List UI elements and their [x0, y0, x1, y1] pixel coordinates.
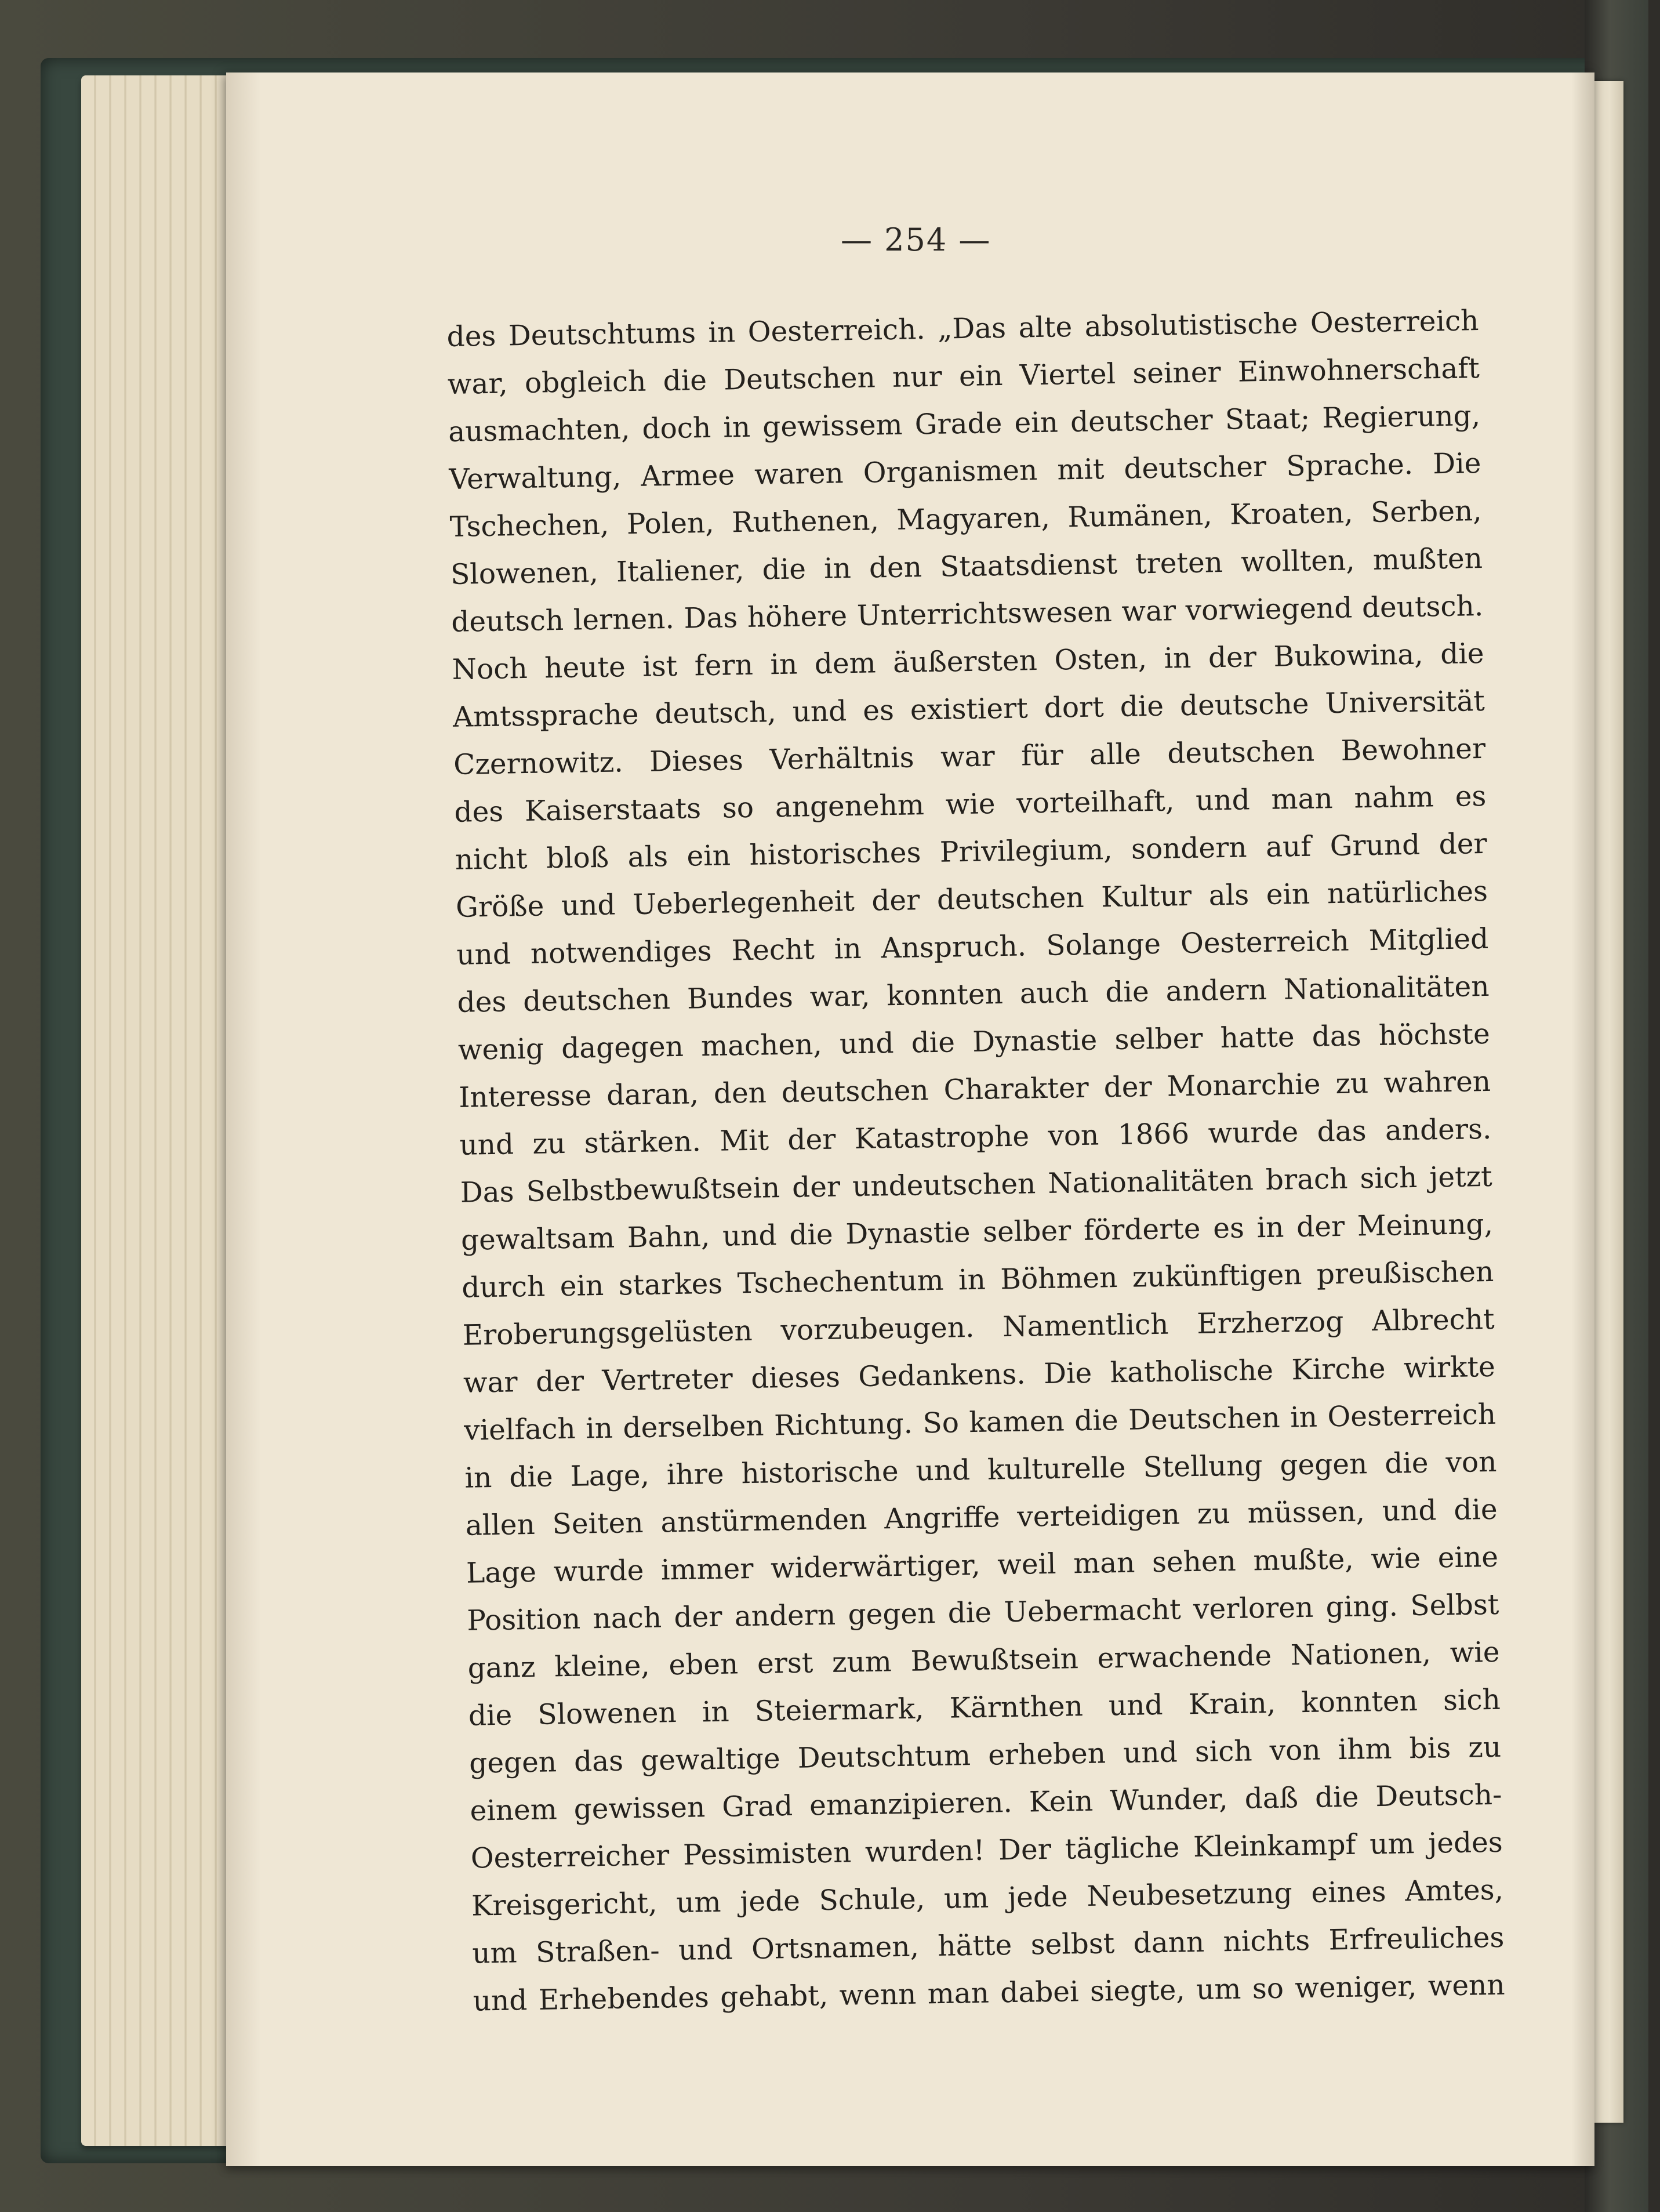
text-line: ganz kleine, eben erst zum Bewußtsein erwachende Nationen, wie	[467, 1636, 1500, 1685]
page-number: — 254 —	[841, 222, 991, 258]
text-line: und zu stärken. Mit der Katastrophe von 1866 wurde das anders.	[459, 1112, 1492, 1162]
text-line: Amtssprache deutsch, und es existiert dort die deutsche Universität	[452, 684, 1485, 734]
text-line: Lage wurde immer widerwärtiger, weil man sehen mußte, wie eine	[466, 1540, 1499, 1590]
text-line: Slowenen, Italiener, die in den Staatsdienst treten wollten, mußten	[450, 542, 1483, 591]
page-body-text	[446, 297, 1505, 2025]
text-line: durch ein starkes Tschechentum in Böhmen zukünftigen preußischen	[461, 1255, 1494, 1304]
text-line: nicht bloß als ein historisches Privilegium, sondern auf Grund der	[455, 827, 1488, 876]
text-line: gewaltsam Bahn, und die Dynastie selber förderte es in der Meinung,	[460, 1207, 1494, 1257]
text-line: war, obgleich die Deutschen nur ein Viertel seiner Einwohnerschaft	[447, 352, 1480, 401]
text-line: um Straßen- und Ortsnamen, hätte selbst dann nichts Erfreuliches	[471, 1921, 1505, 1970]
text-line: Kreisgericht, um jede Schule, um jede Neubesetzung eines Amtes,	[471, 1873, 1504, 1923]
text-line: des Deutschtums in Oesterreich. „Das alte absolutistische Oesterreich	[446, 304, 1479, 353]
text-line: Eroberungsgelüsten vorzubeugen. Namentlich Erzherzog Albrecht	[462, 1303, 1495, 1352]
text-line: vielfach in derselben Richtung. So kamen die Deutschen in Oesterreich	[463, 1398, 1496, 1447]
text-line: Noch heute ist fern in dem äußersten Osten, in der Bukowina, die	[452, 637, 1484, 686]
text-line: des deutschen Bundes war, konnten auch die andern Nationalitäten	[457, 970, 1490, 1019]
text-line: Tschechen, Polen, Ruthenen, Magyaren, Rumänen, Kroaten, Serben,	[449, 494, 1483, 543]
text-line: Größe und Ueberlegenheit der deutschen Kultur als ein natürliches	[455, 875, 1488, 924]
text-line: in die Lage, ihre historische und kulturelle Stellung gegen die von	[464, 1445, 1497, 1495]
text-line: und notwendiges Recht in Anspruch. Solange Oesterreich Mitglied	[456, 922, 1489, 971]
text-line: Verwaltung, Armee waren Organismen mit deutscher Sprache. Die	[449, 447, 1481, 496]
text-line: Das Selbstbewußtsein der undeutschen Nationalitäten brach sich jetzt	[460, 1160, 1493, 1209]
text-line: des Kaiserstaats so angenehm wie vorteilhaft, und man nahm es	[454, 779, 1487, 829]
text-line: und Erhebendes gehabt, wenn man dabei siegte, um so weniger, wenn	[473, 1968, 1505, 2018]
text-line: war der Vertreter dieses Gedankens. Die katholische Kirche wirkte	[463, 1350, 1496, 1399]
text-line: einem gewissen Grad emanzipieren. Kein Wunder, daß die Deutsch-	[470, 1778, 1502, 1827]
text-line: gegen das gewaltige Deutschtum erheben und sich von ihm bis zu	[468, 1731, 1502, 1780]
text-line: Position nach der andern gegen die Uebermacht verloren ging. Selbst	[466, 1588, 1499, 1637]
text-line: allen Seiten anstürmenden Angriffe verteidigen zu müssen, und die	[465, 1493, 1498, 1542]
text-line: Czernowitz. Dieses Verhältnis war für alle deutschen Bewohner	[453, 732, 1486, 781]
text-line: deutsch lernen. Das höhere Unterrichtswesen war vorwiegend deutsch.	[451, 589, 1484, 639]
text-line: die Slowenen in Steiermark, Kärnthen und Krain, konnten sich	[468, 1683, 1501, 1732]
text-line: Interesse daran, den deutschen Charakter der Monarchie zu wahren	[458, 1065, 1491, 1114]
text-line: wenig dagegen machen, und die Dynastie selber hatte das höchste	[457, 1017, 1491, 1067]
text-line: ausmachten, doch in gewissem Grade ein deutscher Staat; Regierung,	[448, 400, 1481, 448]
text-line: Oesterreicher Pessimisten wurden! Der tägliche Kleinkampf um jedes	[470, 1826, 1503, 1875]
